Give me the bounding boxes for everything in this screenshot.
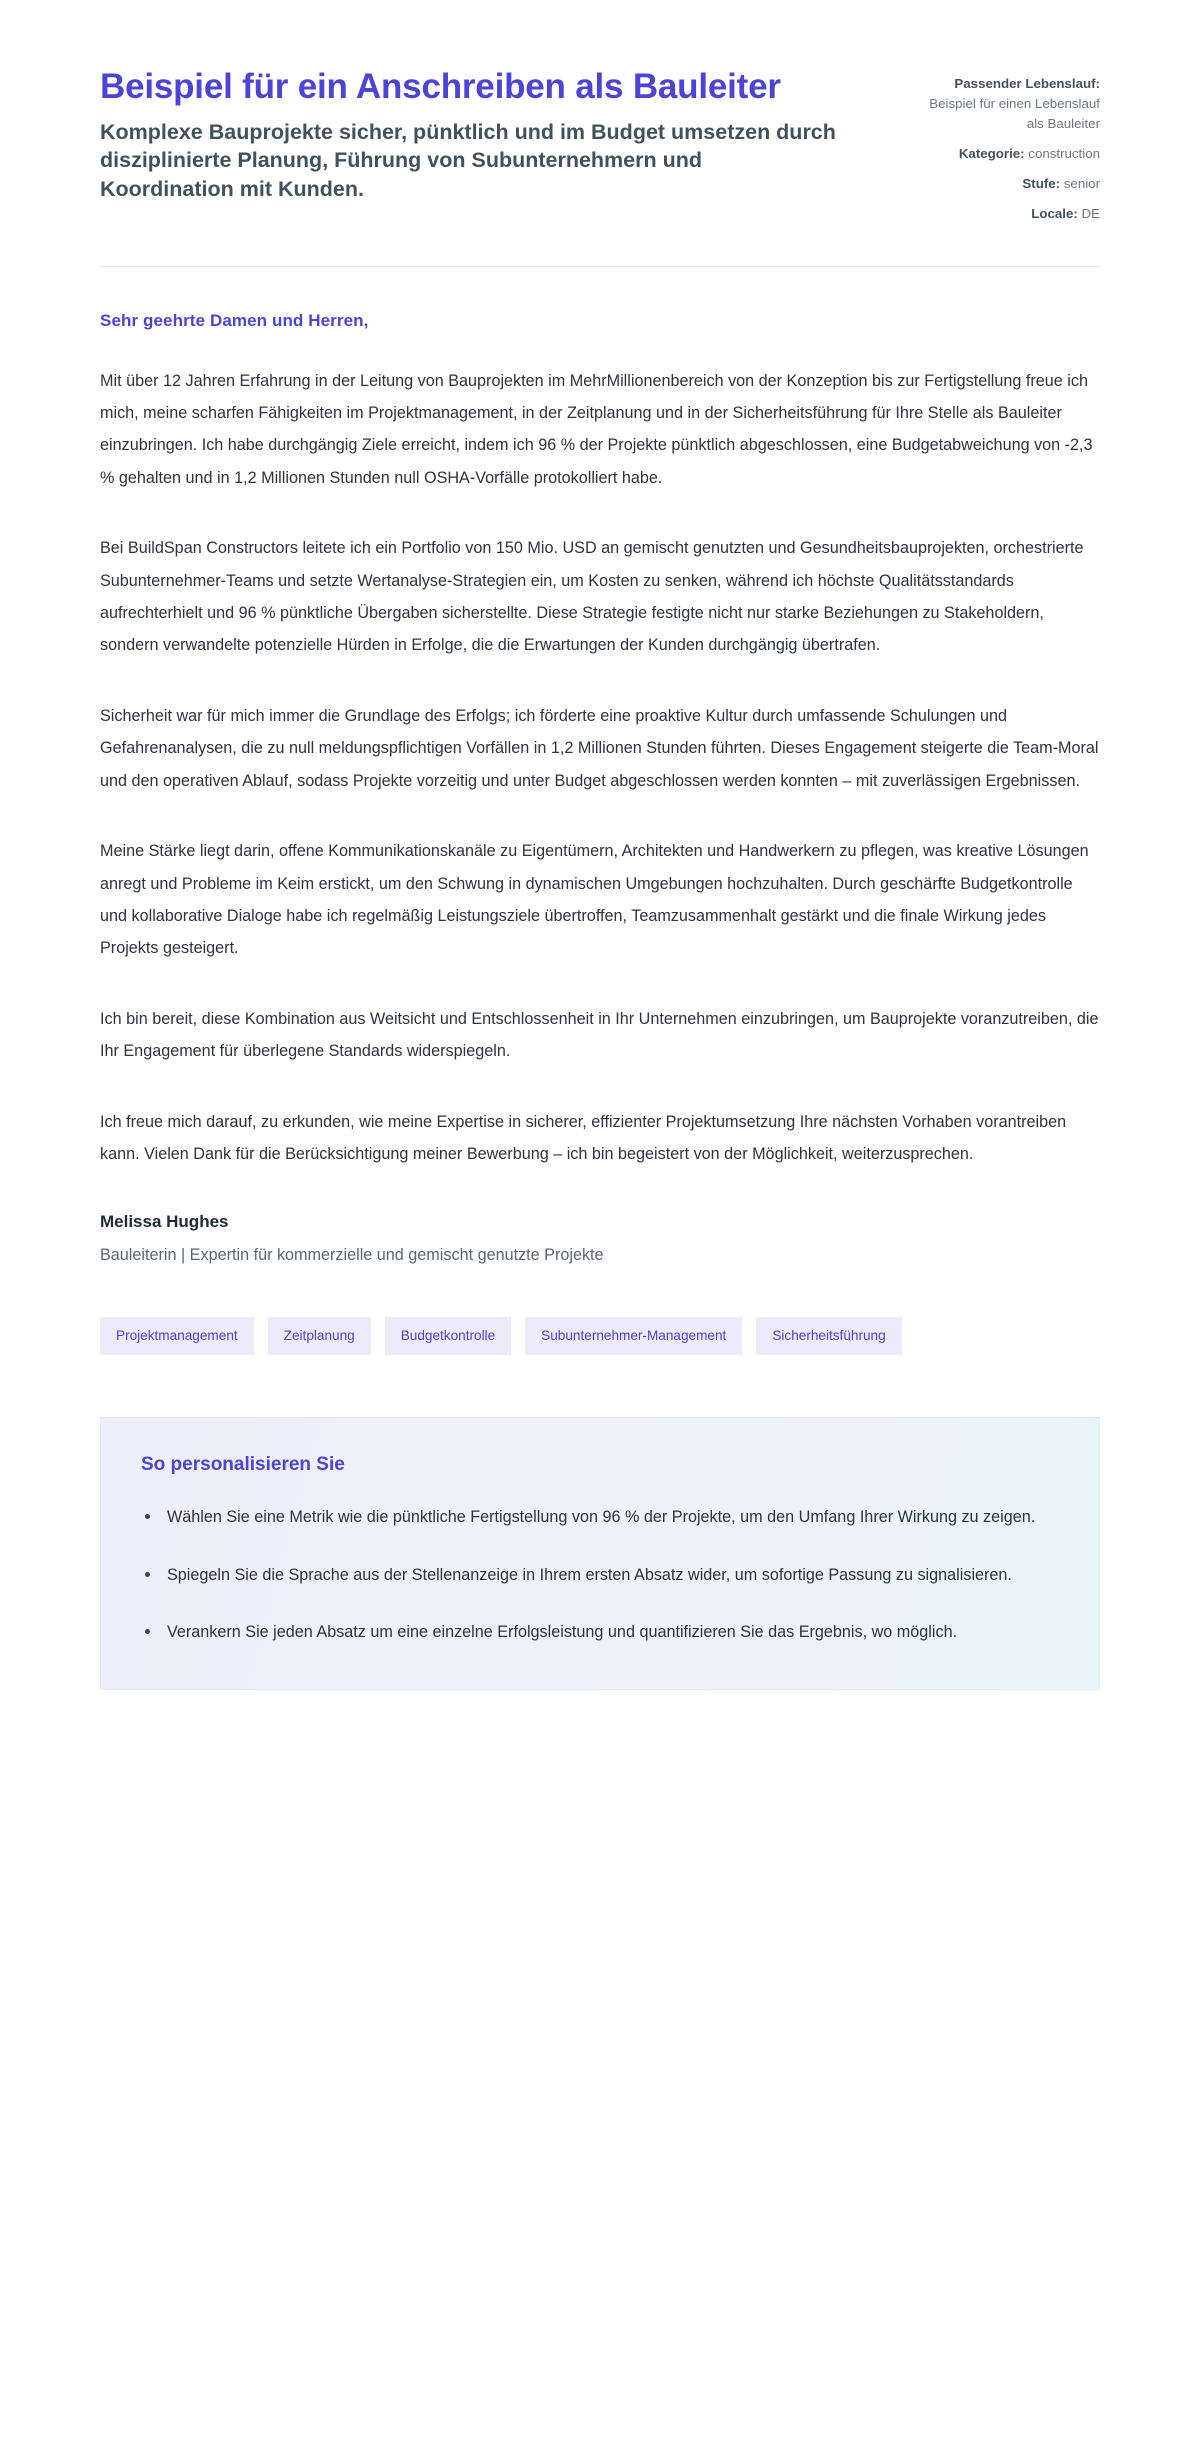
- letter-paragraph-3: Sicherheit war für mich immer die Grundlage des Erfolgs; ich förderte eine proaktive Kultur durch umfassende Schulungen und Gefahrenanalysen, die zu null meldungspflichtigen Vorfällen in 1,2 Millionen Stunden führten. Dieses Engagement steigerte die Team-Moral und den operativen Ablauf, sodass Projekte vorzeitig und unter Budget abgeschlossen werden konnten – mit zuverlässigen Ergebnissen.: [100, 706, 1099, 790]
- callout-tip-list: [141, 1502, 1059, 1649]
- metadata-row-category: [910, 144, 1100, 164]
- metadata-panel: [910, 66, 1100, 224]
- letter-body: [100, 267, 1100, 1171]
- callout-tip-text: Verankern Sie jeden Absatz um eine einzelne Erfolgsleistung und quantifizieren Sie das Ergebnis, wo möglich.: [167, 1623, 958, 1642]
- page-title: Beispiel für ein Anschreiben als Bauleiter: [100, 67, 781, 106]
- skill-tag-sicherheitsfuehrung[interactable]: Sicherheitsführung: [756, 1317, 901, 1355]
- letter-paragraph-2: Bei BuildSpan Constructors leitete ich ein Portfolio von 150 Mio. USD an gemischt genutzten und Gesundheitsbauprojekten, orchestrierte Subunternehmer-Teams und setzte Wertanalyse-Strategien ein, um Kosten zu senken, während ich höchste Qualitätsstandards aufrechterhielt und 96 % pünktliche Übergaben sicherstellte. Diese Strategie festigte nicht nur starke Beziehungen zu Stakeholdern, sondern verwandelte potenzielle Hürden in Erfolge, die die Erwartungen der Kunden durchgängig übertrafen.: [100, 539, 1084, 655]
- page-header: [100, 48, 1100, 224]
- letter-paragraph-6: Ich freue mich darauf, zu erkunden, wie meine Expertise in sicherer, effizienter Projektumsetzung Ihre nächsten Vorhaben vorantreiben kann. Vielen Dank für die Berücksichtigung meiner Bewerbung – ich bin begeistert von der Möglichkeit, weiterzusprechen.: [100, 1112, 1067, 1163]
- page-subtitle: Komplexe Bauprojekte sicher, pünktlich und im Budget umsetzen durch disziplinierte Planung, Führung von Subunternehmern und Koordination mit Kunden.: [100, 119, 836, 201]
- header-text-block: [100, 66, 840, 203]
- callout-tip-item: [141, 1502, 1041, 1534]
- skill-tag-list: [100, 1265, 960, 1355]
- metadata-value: Beispiel für einen Lebenslauf als Bauleiter: [929, 95, 1100, 131]
- letter-paragraph-5: Ich bin bereit, diese Kombination aus Weitsicht und Entschlossenheit in Ihr Unternehmen einzubringen, um Bauprojekte voranzutreiben, die Ihr Engagement für überlegene Standards widerspiegeln.: [100, 1009, 1099, 1061]
- metadata-value: construction: [1028, 145, 1100, 161]
- metadata-label: Kategorie:: [958, 145, 1025, 161]
- callout-tip-text: Wählen Sie eine Metrik wie die pünktliche Fertigstellung von 96 % der Projekte, um den Umfang Ihrer Wirkung zu zeigen.: [167, 1507, 1036, 1526]
- metadata-label: Passender Lebenslauf:: [954, 76, 1100, 91]
- signer-role: Bauleiterin | Expertin für kommerzielle und gemischt genutzte Projekte: [100, 1246, 604, 1265]
- callout-title: So personalisieren Sie: [141, 1453, 345, 1475]
- signature-block: [100, 1170, 1100, 1265]
- metadata-label: Locale:: [1031, 205, 1078, 221]
- metadata-label: Stufe:: [1022, 175, 1061, 191]
- personalization-callout: [100, 1417, 1100, 1690]
- letter-paragraph-1: Mit über 12 Jahren Erfahrung in der Leitung von Bauprojekten im MehrMillionenbereich von der Konzeption bis zur Fertigstellung freue ich mich, meine scharfen Fähigkeiten im Projektmanagement, in der Zeitplanung und in der Sicherheitsführung für Ihre Stelle als Bauleiter einzubringen. Ich habe durchgängig Ziele erreicht, indem ich 96 % der Projekte pünktlich abgeschlossen, eine Budgetabweichung von -2,3 % gehalten und in 1,2 Millionen Stunden null OSHA-Vorfälle protokolliert habe.: [100, 371, 1093, 487]
- bullet-icon: [145, 1514, 150, 1519]
- signer-name: Melissa Hughes: [100, 1212, 229, 1232]
- metadata-row-locale: [910, 204, 1100, 224]
- metadata-value: senior: [1063, 175, 1100, 191]
- skill-tag-budgetkontrolle[interactable]: Budgetkontrolle: [385, 1317, 511, 1355]
- callout-tip-item: [141, 1560, 1041, 1592]
- bullet-icon: [145, 1572, 150, 1577]
- letter-paragraph-4: Meine Stärke liegt darin, offene Kommunikationskanäle zu Eigentümern, Architekten und Handwerkern zu pflegen, was kreative Lösungen anregt und Probleme im Keim erstickt, um den Schwung in dynamischen Umgebungen hochzuhalten. Durch geschärfte Budgetkontrolle und kollaborative Dialoge habe ich regelmäßig Leistungsziele übertroffen, Teamzusammenhalt gestärkt und die finale Wirkung jedes Projekts gesteigert.: [100, 842, 1089, 958]
- callout-tip-item: [141, 1617, 1041, 1649]
- callout-tip-text: Spiegeln Sie die Sprache aus der Stellenanzeige in Ihrem ersten Absatz wider, um sofortige Passung zu signalisieren.: [167, 1565, 1012, 1584]
- skill-tag-projektmanagement[interactable]: Projektmanagement: [100, 1317, 254, 1355]
- skill-tag-zeitplanung[interactable]: Zeitplanung: [268, 1317, 371, 1355]
- metadata-value: DE: [1081, 205, 1100, 221]
- skill-tag-subunternehmer-management[interactable]: Subunternehmer-Management: [525, 1317, 742, 1355]
- metadata-row-matching-resume: [910, 74, 1100, 134]
- metadata-row-level: [910, 174, 1100, 194]
- salutation: Sehr geehrte Damen und Herren,: [100, 310, 369, 330]
- bullet-icon: [145, 1629, 150, 1634]
